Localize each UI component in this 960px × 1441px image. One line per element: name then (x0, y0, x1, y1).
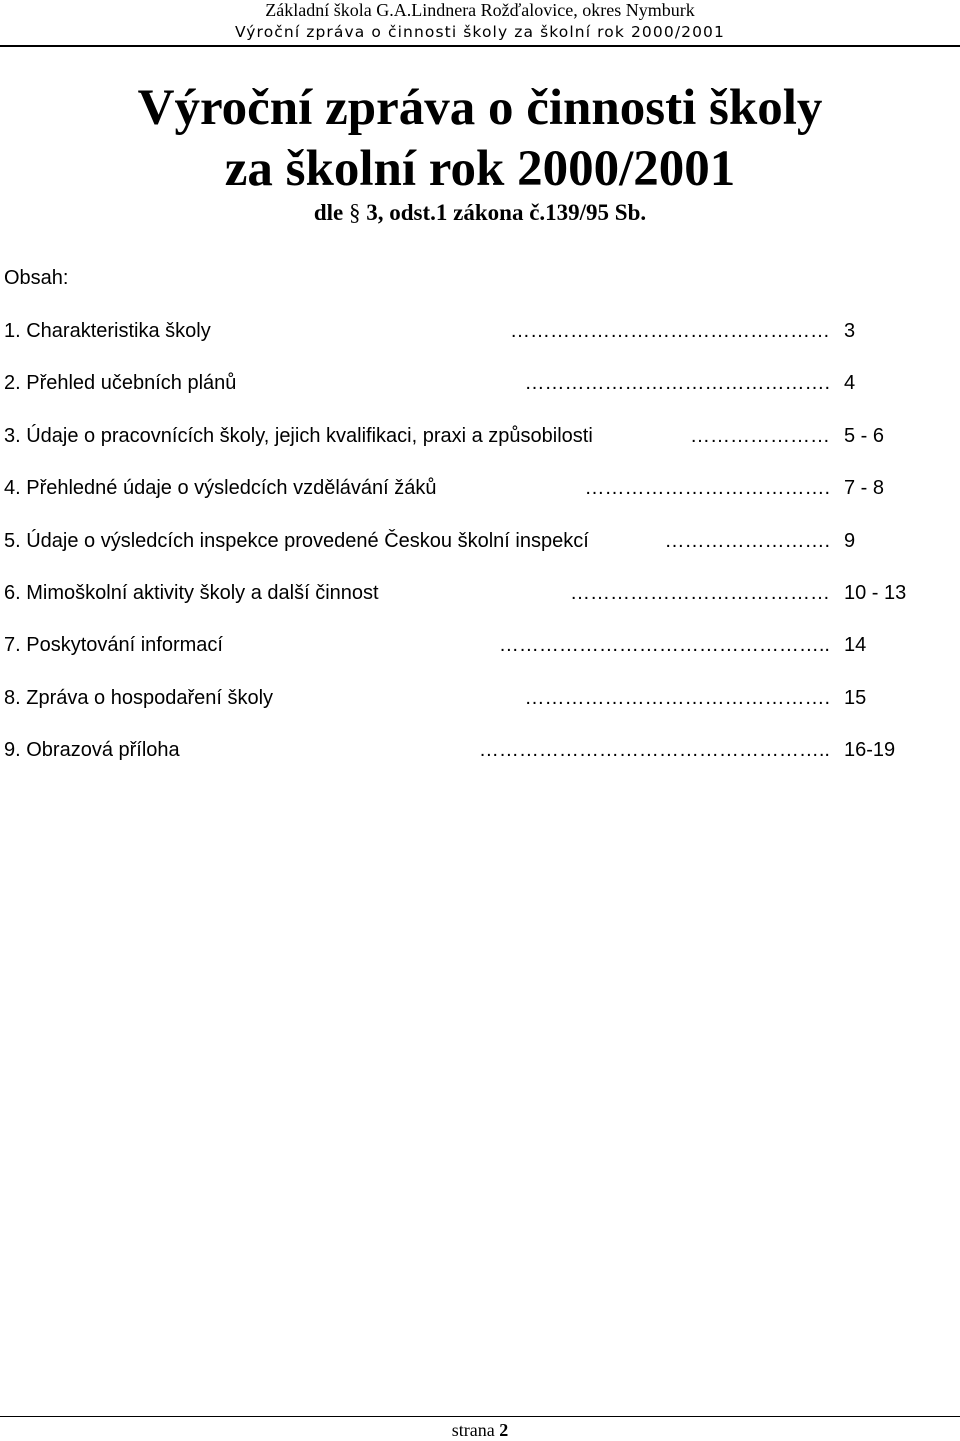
subtitle-prefix: dle (313, 200, 344, 225)
contents-heading: Obsah: (4, 267, 69, 289)
toc-item-page: 3 (844, 320, 856, 342)
toc-item-leader: ………………………………………….. (498, 634, 830, 657)
toc-item (4, 472, 954, 524)
toc-item (4, 420, 954, 472)
toc-item-label: 9. Obrazová příloha (4, 739, 180, 762)
page-footer (0, 1419, 960, 1441)
toc-item-leader: ………………… (690, 424, 830, 447)
subtitle-law-reference: 3, odst.1 zákona č.139/95 Sb. (366, 200, 647, 225)
section-sign: § (349, 200, 361, 225)
toc-item-page: 10 - 13 (844, 581, 907, 604)
toc-item (4, 734, 954, 786)
footer-page-label: strana (451, 1420, 495, 1440)
toc-item-label: 2. Přehled učebních plánů (4, 372, 237, 395)
header-report-title: Výroční zpráva o činnosti školy za školní rok 2000/2001 (235, 23, 725, 41)
toc-item-page: 7 - 8 (844, 477, 885, 500)
table-of-contents (4, 315, 954, 787)
toc-item-leader: ………………………………………. (524, 686, 830, 709)
toc-item-page: 14 (844, 634, 867, 657)
toc-item-leader: ………………………………………. (524, 372, 830, 395)
toc-item-page: 4 (844, 372, 856, 395)
toc-item (4, 315, 954, 367)
toc-item (4, 629, 954, 681)
toc-item-leader: ………………………………………… (510, 320, 830, 342)
toc-item-page: 16-19 (844, 739, 896, 762)
document-title-line-1: Výroční zpráva o činnosti školy (137, 80, 823, 136)
toc-item-leader: …………………………………………….. (478, 739, 830, 762)
toc-item-label: 7. Poskytování informací (4, 634, 223, 657)
toc-item-label: 4. Přehledné údaje o výsledcích vzdělávání žáků (4, 477, 437, 500)
toc-item-label: 1. Charakteristika školy (4, 320, 211, 342)
toc-item-label: 6. Mimoškolní aktivity školy a další činnost (4, 581, 379, 604)
toc-item-page: 5 - 6 (844, 424, 885, 447)
footer-page-number: 2 (499, 1420, 509, 1440)
toc-item-page: 15 (844, 686, 867, 709)
header-school-name: Základní škola G.A.Lindnera Rožďalovice, okres Nymburk (265, 0, 695, 20)
toc-item (4, 525, 954, 577)
document-subtitle (0, 198, 960, 228)
toc-item-leader: ………………………………. (584, 477, 830, 500)
toc-item-label: 3. Údaje o pracovnících školy, jejich kvalifikaci, praxi a způsobilosti (4, 424, 593, 447)
toc-item-leader: ……………………. (664, 529, 830, 552)
toc-item-leader: ………………………………… (570, 581, 830, 604)
header-divider (0, 45, 960, 47)
document-title-line-2: za školní rok 2000/2001 (224, 141, 736, 197)
footer-divider (0, 1416, 960, 1417)
toc-item (4, 577, 954, 629)
toc-item-label: 8. Zpráva o hospodaření školy (4, 686, 274, 709)
toc-item (4, 682, 954, 734)
toc-item-page: 9 (844, 529, 856, 552)
toc-item-label: 5. Údaje o výsledcích inspekce provedené Českou školní inspekcí (4, 529, 589, 552)
toc-item (4, 367, 954, 419)
